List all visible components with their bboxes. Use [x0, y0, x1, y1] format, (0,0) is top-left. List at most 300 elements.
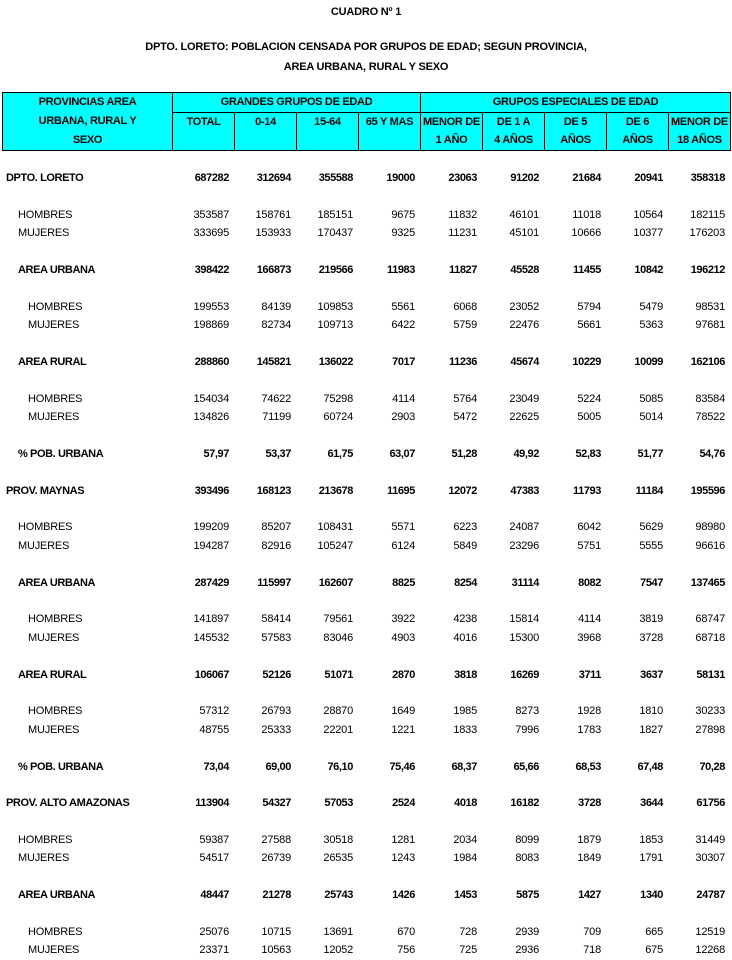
table-row	[2, 445, 730, 463]
table-row	[2, 758, 730, 776]
cell-value: 2936	[515, 944, 539, 957]
cell-value: 3728	[578, 797, 601, 810]
table-row	[2, 353, 730, 371]
header-col-menor-18: MENOR DE	[669, 112, 731, 131]
header-col-0-14-2	[235, 131, 297, 150]
table-row	[2, 721, 730, 739]
cell-value: 141897	[193, 613, 229, 626]
cell-value: 1221	[391, 723, 415, 736]
cell-value: 10564	[633, 208, 663, 221]
cell-value: 670	[397, 926, 415, 939]
table-row	[2, 482, 730, 500]
cell-value: 5629	[639, 521, 663, 534]
cell-value: 75298	[323, 392, 353, 405]
cell-value: 6422	[391, 319, 415, 332]
cell-value: 5555	[639, 539, 663, 552]
row-label: AREA RURAL	[18, 668, 87, 681]
cell-value: 5224	[577, 392, 601, 405]
cell-value: 71199	[262, 411, 291, 424]
cell-value: 53,37	[265, 447, 291, 460]
cell-value: 98531	[695, 300, 725, 313]
cell-value: 5014	[639, 411, 663, 424]
cell-value: 63,07	[389, 447, 415, 460]
cell-value: 1791	[639, 852, 663, 865]
cell-value: 24787	[696, 889, 725, 902]
cell-value: 154034	[193, 392, 229, 405]
cell-value: 69,00	[265, 760, 291, 773]
cell-value: 54,76	[699, 447, 725, 460]
cell-value: 1833	[453, 723, 477, 736]
cell-value: 5561	[391, 300, 415, 313]
cell-value: 25076	[199, 926, 229, 939]
cell-value: 106067	[194, 668, 229, 681]
cell-value: 23296	[509, 539, 539, 552]
cell-value: 15814	[509, 613, 539, 626]
cell-value: 76,10	[327, 760, 353, 773]
row-label: HOMBRES	[28, 300, 83, 313]
cell-value: 4114	[578, 613, 601, 626]
cell-value: 68,37	[451, 760, 477, 773]
cell-value: 1453	[454, 889, 477, 902]
cell-value: 79561	[323, 613, 353, 626]
table-row	[2, 518, 730, 536]
header-group-especiales: GRUPOS ESPECIALES DE EDAD	[421, 93, 731, 113]
header-col-65-mas: 65 Y MAS	[359, 112, 421, 131]
table-row	[2, 169, 730, 187]
cell-value: 196212	[690, 263, 725, 276]
header-col-15-64: 15-64	[297, 112, 359, 131]
cell-value: 7996	[515, 723, 539, 736]
cell-value: 52,83	[575, 447, 601, 460]
cell-value: 185151	[317, 208, 353, 221]
cell-value: 5085	[639, 392, 663, 405]
row-label: HOMBRES	[18, 208, 73, 221]
row-label: PROV. ALTO AMAZONAS	[6, 797, 130, 810]
cell-value: 25743	[324, 889, 353, 902]
row-label: AREA URBANA	[18, 889, 96, 902]
cell-value: 47383	[510, 484, 539, 497]
row-label: MUJERES	[28, 944, 80, 957]
cell-value: 57312	[199, 705, 229, 718]
cell-value: 26793	[261, 705, 291, 718]
cell-value: 1853	[639, 834, 663, 847]
cell-value: 51,77	[637, 447, 663, 460]
cell-value: 137465	[690, 576, 725, 589]
cell-value: 97681	[695, 319, 725, 332]
cell-value: 59387	[199, 834, 229, 847]
cell-value: 108431	[317, 521, 353, 534]
row-label: HOMBRES	[28, 926, 83, 939]
header-col-0-14: 0-14	[235, 112, 297, 131]
cell-value: 30518	[323, 834, 353, 847]
cell-value: 4018	[454, 797, 477, 810]
cell-value: 9675	[391, 208, 415, 221]
cell-value: 12519	[695, 926, 725, 939]
cell-value: 11832	[448, 208, 477, 221]
cell-value: 70,28	[699, 760, 725, 773]
cell-value: 1649	[391, 705, 415, 718]
table-row	[2, 574, 730, 592]
header-col-menor-1-2: 1 AÑO	[421, 131, 483, 150]
cell-value: 6042	[577, 521, 601, 534]
cell-value: 2939	[515, 926, 539, 939]
cell-value: 24087	[509, 521, 539, 534]
cell-value: 1985	[453, 705, 477, 718]
table-row	[2, 794, 730, 812]
cell-value: 728	[459, 926, 477, 939]
cell-value: 136022	[318, 355, 353, 368]
row-label: MUJERES	[18, 852, 70, 865]
cell-value: 10099	[634, 355, 663, 368]
cell-value: 355588	[318, 172, 353, 184]
cell-value: 288860	[194, 355, 229, 368]
cell-value: 15300	[509, 631, 539, 644]
cell-value: 170437	[317, 227, 353, 240]
cell-value: 23052	[509, 300, 539, 313]
cell-value: 182115	[690, 208, 725, 221]
cell-value: 12072	[448, 484, 477, 497]
row-label: HOMBRES	[28, 613, 83, 626]
table-subtitle-line-1: DPTO. LORETO: POBLACION CENSADA POR GRUPOS DE EDAD; SEGUN PROVINCIA,	[145, 41, 587, 53]
cell-value: 6223	[453, 521, 477, 534]
header-col-menor-18-2: 18 AÑOS	[669, 131, 731, 150]
cell-value: 11018	[572, 208, 601, 221]
cell-value: 21278	[262, 889, 291, 902]
row-label: AREA URBANA	[18, 263, 96, 276]
cell-value: 83584	[695, 392, 725, 405]
table-subtitle-line-2: AREA URBANA, RURAL Y SEXO	[283, 61, 449, 73]
cell-value: 8825	[392, 576, 415, 589]
row-label: AREA RURAL	[18, 355, 87, 368]
cell-value: 287429	[194, 576, 229, 589]
cell-value: 10229	[572, 355, 601, 368]
cell-value: 27588	[261, 834, 291, 847]
cell-value: 393496	[194, 484, 229, 497]
cell-value: 78522	[695, 411, 725, 424]
cell-value: 109853	[317, 300, 353, 313]
cell-value: 22201	[323, 723, 353, 736]
cell-value: 31449	[695, 834, 725, 847]
cell-value: 358318	[690, 172, 725, 184]
cell-value: 7017	[392, 355, 415, 368]
header-col-5-2: AÑOS	[545, 131, 607, 150]
cell-value: 687282	[194, 172, 229, 184]
cell-value: 4016	[453, 631, 477, 644]
table-row	[2, 206, 730, 224]
header-first-col-line-2: URBANA, RURAL Y	[3, 112, 173, 131]
cell-value: 2870	[392, 668, 415, 681]
cell-value: 1243	[391, 852, 415, 865]
cell-value: 10842	[634, 263, 663, 276]
cell-value: 51,28	[451, 447, 477, 460]
row-label: PROV. MAYNAS	[6, 484, 85, 497]
cell-value: 1928	[577, 705, 601, 718]
table-row	[2, 849, 730, 867]
cell-value: 8254	[454, 576, 477, 589]
header-col-total: TOTAL	[173, 112, 235, 131]
cell-value: 19000	[386, 172, 415, 184]
cell-value: 4114	[392, 392, 415, 405]
cell-value: 48755	[199, 723, 229, 736]
table-row	[2, 224, 730, 242]
cell-value: 5661	[577, 319, 601, 332]
cell-value: 52126	[262, 668, 291, 681]
row-label: HOMBRES	[28, 705, 83, 718]
table-row	[2, 941, 730, 959]
cell-value: 12052	[323, 944, 353, 957]
cell-value: 194287	[193, 539, 229, 552]
cell-value: 27898	[695, 723, 725, 736]
cell-value: 23049	[509, 392, 539, 405]
cell-value: 4238	[453, 613, 477, 626]
cell-value: 23371	[199, 944, 229, 957]
cell-value: 3922	[391, 613, 415, 626]
cell-value: 51071	[324, 668, 353, 681]
cell-value: 61756	[696, 797, 725, 810]
cell-value: 26739	[261, 852, 291, 865]
cell-value: 7547	[640, 576, 663, 589]
cell-value: 725	[459, 944, 477, 957]
cell-value: 68747	[695, 613, 725, 626]
cell-value: 145532	[193, 631, 229, 644]
cell-value: 10666	[571, 227, 601, 240]
cell-value: 54517	[199, 852, 229, 865]
cell-value: 22476	[509, 319, 539, 332]
header-col-65-mas-2	[359, 131, 421, 150]
header-col-1-4-2: 4 AÑOS	[483, 131, 545, 150]
cell-value: 5571	[391, 521, 415, 534]
cell-value: 6068	[453, 300, 477, 313]
cell-value: 61,75	[327, 447, 353, 460]
cell-value: 11231	[448, 227, 477, 240]
row-label: MUJERES	[18, 539, 70, 552]
table-row	[2, 610, 730, 628]
cell-value: 58414	[261, 613, 291, 626]
table-row	[2, 702, 730, 720]
cell-value: 756	[397, 944, 415, 957]
cell-value: 153933	[255, 227, 291, 240]
header-col-6-2: AÑOS	[607, 131, 669, 150]
cell-value: 3968	[577, 631, 601, 644]
cell-value: 45528	[510, 263, 539, 276]
cell-value: 2903	[391, 411, 415, 424]
table-row	[2, 537, 730, 555]
cell-value: 12268	[695, 944, 725, 957]
header-col-5: DE 5	[545, 112, 607, 131]
cell-value: 91202	[510, 172, 539, 184]
cell-value: 168123	[256, 484, 291, 497]
table-row	[2, 923, 730, 941]
cell-value: 11983	[387, 263, 415, 276]
cell-value: 134826	[193, 411, 229, 424]
cell-value: 5005	[577, 411, 601, 424]
cell-value: 176203	[689, 227, 725, 240]
cell-value: 13691	[323, 926, 353, 939]
cell-value: 11695	[387, 484, 415, 497]
table-body	[2, 169, 730, 960]
cell-value: 109713	[317, 319, 353, 332]
cell-value: 1281	[391, 834, 415, 847]
cell-value: 105247	[317, 539, 353, 552]
table-row	[2, 831, 730, 849]
cell-value: 11827	[449, 263, 477, 276]
cell-value: 162106	[690, 355, 725, 368]
cell-value: 22625	[509, 411, 539, 424]
cell-value: 23063	[448, 172, 477, 184]
cell-value: 1810	[639, 705, 663, 718]
cell-value: 1783	[577, 723, 601, 736]
header-group-grandes: GRANDES GRUPOS DE EDAD	[173, 93, 421, 113]
cell-value: 26535	[323, 852, 353, 865]
header-col-1-4: DE 1 A	[483, 112, 545, 131]
cell-value: 675	[645, 944, 663, 957]
cell-value: 2034	[453, 834, 477, 847]
cell-value: 1426	[392, 889, 415, 902]
cell-value: 45101	[509, 227, 539, 240]
cell-value: 11236	[449, 355, 477, 368]
row-label: % POB. URBANA	[18, 760, 104, 773]
cell-value: 353587	[193, 208, 229, 221]
cell-value: 5363	[639, 319, 663, 332]
cell-value: 11184	[635, 484, 663, 497]
cell-value: 75,46	[389, 760, 415, 773]
row-label: % POB. URBANA	[18, 447, 104, 460]
cell-value: 60724	[323, 411, 353, 424]
cell-value: 665	[645, 926, 663, 939]
cell-value: 166873	[256, 263, 291, 276]
cell-value: 73,04	[203, 760, 229, 773]
cell-value: 30307	[695, 852, 725, 865]
cell-value: 198869	[193, 319, 229, 332]
cell-value: 5479	[639, 300, 663, 313]
cell-value: 1984	[453, 852, 477, 865]
table-row	[2, 261, 730, 279]
cell-value: 57053	[324, 797, 353, 810]
cell-value: 54327	[262, 797, 291, 810]
cell-value: 82734	[261, 319, 291, 332]
cell-value: 48447	[200, 889, 229, 902]
cell-value: 67,48	[637, 760, 663, 773]
cell-value: 68718	[695, 631, 725, 644]
cell-value: 8099	[515, 834, 539, 847]
cell-value: 20941	[634, 172, 663, 184]
cell-value: 21684	[572, 172, 601, 184]
cell-value: 199553	[193, 300, 229, 313]
row-label: HOMBRES	[18, 521, 73, 534]
cell-value: 46101	[509, 208, 539, 221]
cell-value: 57,97	[203, 447, 229, 460]
cell-value: 1827	[639, 723, 663, 736]
row-label: HOMBRES	[18, 834, 73, 847]
cell-value: 158761	[255, 208, 291, 221]
cell-value: 8082	[578, 576, 601, 589]
cell-value: 84139	[261, 300, 291, 313]
row-label: DPTO. LORETO	[6, 172, 84, 184]
header-col-menor-1: MENOR DE	[421, 112, 483, 131]
cell-value: 10563	[261, 944, 291, 957]
cell-value: 96616	[695, 539, 725, 552]
row-label: MUJERES	[28, 723, 80, 736]
cell-value: 28870	[323, 705, 353, 718]
cell-value: 3637	[640, 668, 663, 681]
cell-value: 213678	[318, 484, 353, 497]
header-first-col-line-1: PROVINCIAS AREA	[3, 93, 173, 113]
cell-value: 30233	[695, 705, 725, 718]
header-first-col-line-3: SEXO	[3, 131, 173, 150]
row-label: MUJERES	[28, 319, 80, 332]
header-col-15-64-2	[297, 131, 359, 150]
cell-value: 83046	[323, 631, 353, 644]
cell-value: 11793	[573, 484, 601, 497]
cell-value: 58131	[696, 668, 725, 681]
cell-value: 65,66	[513, 760, 539, 773]
cell-value: 5764	[453, 392, 477, 405]
header-col-6: DE 6	[607, 112, 669, 131]
cell-value: 1340	[640, 889, 663, 902]
cell-value: 398422	[194, 263, 229, 276]
cell-value: 5751	[577, 539, 601, 552]
cell-value: 16269	[510, 668, 539, 681]
cell-value: 10377	[633, 227, 663, 240]
row-label: MUJERES	[28, 411, 80, 424]
table-title: CUADRO Nº 1	[330, 6, 402, 18]
table-row	[2, 886, 730, 904]
table-row	[2, 629, 730, 647]
cell-value: 25333	[261, 723, 291, 736]
cell-value: 5875	[516, 889, 539, 902]
cell-value: 45674	[510, 355, 539, 368]
cell-value: 113904	[195, 797, 229, 810]
cell-value: 3818	[454, 668, 477, 681]
cell-value: 219566	[318, 263, 353, 276]
cell-value: 68,53	[575, 760, 601, 773]
cell-value: 11455	[573, 263, 601, 276]
cell-value: 5759	[453, 319, 477, 332]
row-label: HOMBRES	[28, 392, 83, 405]
cell-value: 2524	[392, 797, 415, 810]
cell-value: 195596	[690, 484, 725, 497]
row-label: AREA URBANA	[18, 576, 96, 589]
cell-value: 9325	[391, 227, 415, 240]
table-row	[2, 666, 730, 684]
cell-value: 3644	[640, 797, 663, 810]
cell-value: 31114	[511, 576, 539, 589]
cell-value: 115997	[257, 576, 291, 589]
cell-value: 3711	[578, 668, 601, 681]
cell-value: 3819	[639, 613, 663, 626]
cell-value: 1427	[578, 889, 601, 902]
table-row	[2, 390, 730, 408]
cell-value: 1849	[577, 852, 601, 865]
cell-value: 5472	[453, 411, 477, 424]
table-header	[2, 92, 731, 151]
cell-value: 5794	[577, 300, 601, 313]
cell-value: 162607	[318, 576, 353, 589]
cell-value: 57583	[261, 631, 291, 644]
cell-value: 8273	[515, 705, 539, 718]
cell-value: 16182	[510, 797, 539, 810]
row-label: MUJERES	[18, 227, 70, 240]
cell-value: 333695	[193, 227, 229, 240]
cell-value: 49,92	[513, 447, 539, 460]
table-row	[2, 408, 730, 426]
header-col-total-2	[173, 131, 235, 150]
cell-value: 199209	[193, 521, 229, 534]
table-row	[2, 316, 730, 334]
cell-value: 85207	[261, 521, 291, 534]
cell-value: 98980	[695, 521, 725, 534]
cell-value: 10715	[261, 926, 291, 939]
